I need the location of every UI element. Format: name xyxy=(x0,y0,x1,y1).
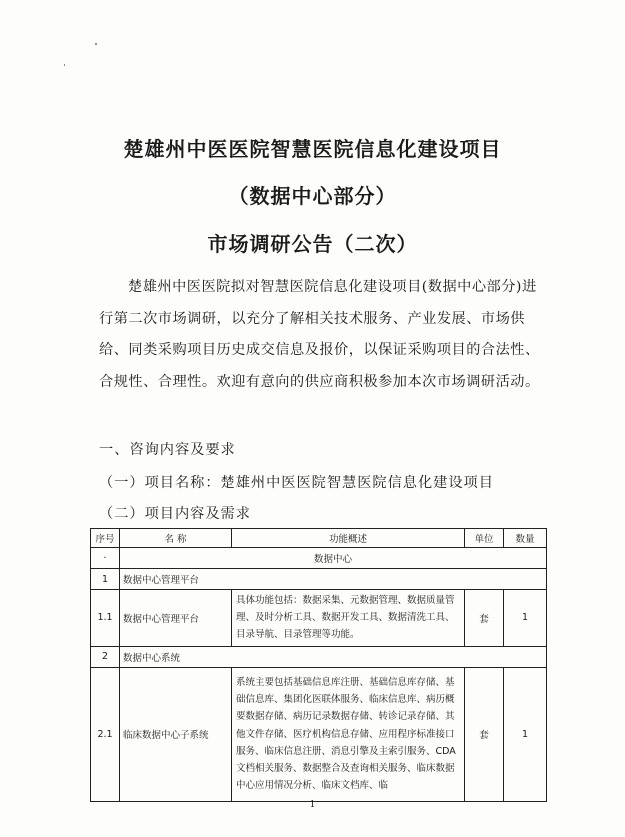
row-unit: 套 xyxy=(465,590,504,647)
announcement-title: 市场调研公告（二次） xyxy=(207,232,418,256)
requirements-table xyxy=(90,528,547,802)
header-unit: 单位 xyxy=(465,529,504,548)
intro-paragraph: 楚雄州中医医院拟对智慧医院信息化建设项目(数据中心部分)进行第二次市场调研，以充分了解相关技术服务、产业发展、市场供给、同类采购项目历史成交信息及报价，以保证采购项目的合法性、合规性、合理性。欢迎有意向的供应商积极参加本次市场调研活动。 xyxy=(99,279,540,390)
table-row xyxy=(91,569,547,590)
header-qty: 数量 xyxy=(504,529,547,548)
scan-speck xyxy=(64,64,65,66)
section-heading-1: 一、咨询内容及要求 xyxy=(99,442,236,458)
section-label: 数据中心系统 xyxy=(120,646,547,667)
row-no: 1.1 xyxy=(91,590,120,647)
section-label: 数据中心管理平台 xyxy=(120,569,547,590)
row-qty: 1 xyxy=(504,590,547,647)
row-unit: 套 xyxy=(465,667,504,801)
section-no: 2 xyxy=(91,646,120,667)
table-row xyxy=(91,590,547,647)
row-desc: 具体功能包括：数据采集、元数据管理、数据质量管理、及时分析工具、数据开发工具、数据清洗工具、目录导航、目录管理等功能。 xyxy=(232,590,465,647)
group-no: · xyxy=(91,548,120,569)
row-no: 2.1 xyxy=(91,667,120,801)
header-no: 序号 xyxy=(91,529,120,548)
header-name: 名 称 xyxy=(120,529,232,548)
row-name: 临床数据中心子系统 xyxy=(120,667,232,801)
page-title: 楚雄州中医医院智慧医院信息化建设项目 xyxy=(123,137,502,161)
section-no: 1 xyxy=(91,569,120,590)
table-header-row xyxy=(91,529,547,548)
page-number: 1 xyxy=(309,800,316,810)
table-row xyxy=(91,667,547,801)
project-name-line: （一）项目名称：楚雄州中医医院智慧医院信息化建设项目 xyxy=(99,475,494,491)
page-subtitle: （数据中心部分） xyxy=(228,184,397,208)
project-content-line: （二）项目内容及需求 xyxy=(99,506,251,522)
scan-speck xyxy=(95,43,97,45)
row-qty: 1 xyxy=(504,667,547,801)
group-label: 数据中心 xyxy=(120,548,547,569)
header-desc: 功能概述 xyxy=(232,529,465,548)
row-name: 数据中心管理平台 xyxy=(120,590,232,647)
row-desc: 系统主要包括基础信息库注册、基础信息库存储、基础信息库、集团化医联体服务、临床信息库、病历概要数据存储、病历记录数据存储、转诊记录存储、其他文件存储、医疗机构信息存储、应用程序标准接口服务、临床信息注册、消息引擎及主索引服务、CDA文档相关服务、数据整合及查询相关服务、临床数据中心应用情况分析、临床文档库、临 xyxy=(232,667,465,801)
table-row xyxy=(91,548,547,569)
table-row xyxy=(91,646,547,667)
